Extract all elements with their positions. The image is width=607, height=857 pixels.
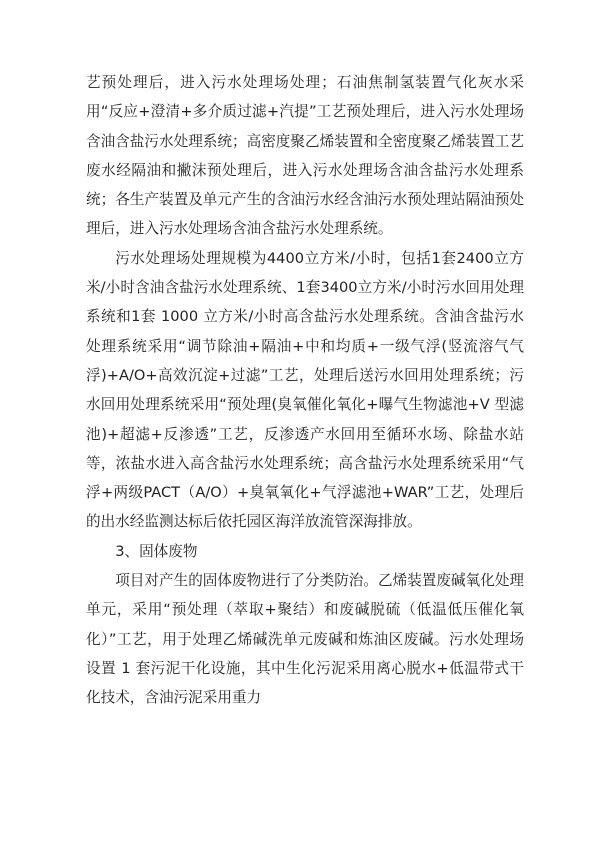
paragraph-solid-waste: 项目对产生的固体废物进行了分类防治。乙烯装置废碱氧化处理单元，采用“预处理（萃取+聚结）和废碱脱硫（低温低压催化氧化）”工艺，用于处理乙烯碱洗单元废碱和炼油区废碱。污水处理场设置 1 套污泥干化设施，其中生化污泥采用离心脱水+低温带式干化技术，含油污泥采用重力 — [86, 572, 524, 707]
document-body — [86, 68, 524, 713]
paragraph-pretreatment-continued: 艺预处理后，进入污水处理场处理；石油焦制氢装置气化灰水采用“反应+澄清+多介质过滤+汽提”工艺预处理后，进入污水处理场含油含盐污水处理系统；高密度聚乙烯装置和全密度聚乙烯装置工艺废水经隔油和撇沫预处理后，进入污水处理场含油含盐污水处理系统；各生产装置及单元产生的含油污水经含油污水预处理站隔油预处理后，进入污水处理场含油含盐污水处理系统。 — [86, 74, 524, 238]
paragraph-wastewater-plant: 污水处理场处理规模为4400立方米/小时，包括1套2400立方米/小时含油含盐污水处理系统、1套3400立方米/小时污水回用处理系统和1套 1000 立方米/小时高含盐污水处理系统。含油含盐污水处理系统采用“调节除油+隔油+中和均质+一级气浮(竖流溶气气浮)+A/O+高效沉淀+过滤”工艺，处理后送污水回用处理系统；污水回用处理系统采用“预处理(臭氧催化氧化+曝气生物滤池+V 型滤池)+超滤+反渗透”工艺，反渗透产水回用至循环水场、除盐水站等，浓盐水进入高含盐污水处理系统；高含盐污水处理系统采用“气浮+两级PACT（A/O）+臭氧氧化+气浮滤池+WAR”工艺，处理后的出水经监测达标后依托园区海洋放流管深海排放。 — [86, 249, 524, 531]
section-heading-solid-waste: 3、固体废物 — [115, 542, 198, 560]
